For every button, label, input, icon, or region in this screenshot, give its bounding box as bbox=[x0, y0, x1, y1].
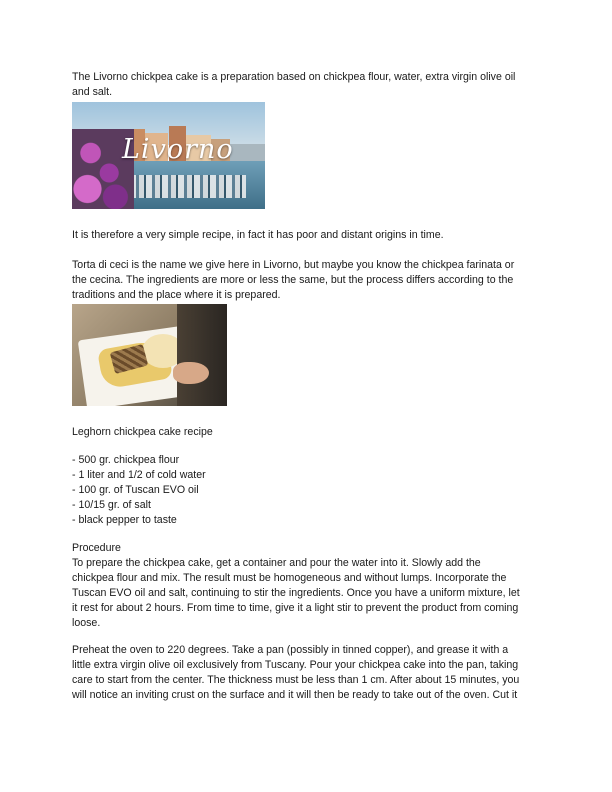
text-line: the cecina. The ingredients are more or less the same, but the process differs according to the bbox=[72, 274, 514, 286]
text-line: care to start from the center. The thickness must be less than 1 cm. After about 15 minutes, you bbox=[72, 674, 520, 686]
text-line: loose. bbox=[72, 617, 101, 629]
text-line: Tuscan EVO oil and salt, continuing to stir the ingredients. Once you have a uniform mixture, let bbox=[72, 587, 520, 599]
list-item: - 1 liter and 1/2 of cold water bbox=[72, 469, 206, 481]
text-line: The Livorno chickpea cake is a preparation based on chickpea flour, water, extra virgin olive oil bbox=[72, 71, 516, 83]
text-line: traditions and the place where it is prepared. bbox=[72, 289, 281, 301]
chickpea-cake-photo bbox=[72, 304, 227, 406]
procedure-section bbox=[72, 541, 540, 631]
recipe-title-text: Leghorn chickpea cake recipe bbox=[72, 426, 213, 438]
intro-paragraph bbox=[72, 70, 540, 100]
list-item: - black pepper to taste bbox=[72, 514, 177, 526]
recipe-title bbox=[72, 425, 540, 440]
list-item: - 10/15 gr. of salt bbox=[72, 499, 151, 511]
text-line: little extra virgin olive oil exclusively from Tuscany. Pour your chickpea cake into the pan, taking bbox=[72, 659, 519, 671]
ingredients-list bbox=[72, 453, 540, 528]
procedure-title: Procedure bbox=[72, 542, 121, 554]
simple-paragraph bbox=[72, 228, 540, 243]
text-line: and salt. bbox=[72, 86, 113, 98]
livorno-caption: Livorno bbox=[122, 134, 234, 165]
preheat-paragraph bbox=[72, 643, 540, 703]
torta-paragraph bbox=[72, 258, 540, 303]
text-line: chickpea flour and mix. The result must be homogeneous and without lumps. Incorporate the bbox=[72, 572, 507, 584]
text-line: Preheat the oven to 220 degrees. Take a pan (possibly in tinned copper), and grease it with a bbox=[72, 644, 509, 656]
livorno-harbor-photo bbox=[72, 102, 265, 209]
text-line: it rest for about 2 hours. From time to time, give it a light stir to prevent the product from coming bbox=[72, 602, 519, 614]
list-item: - 500 gr. chickpea flour bbox=[72, 454, 180, 466]
text-line: Torta di ceci is the name we give here in Livorno, but maybe you know the chickpea farinata or bbox=[72, 259, 515, 271]
text-line: will notice an inviting crust on the surface and it will then be ready to take out of the oven. Cut it bbox=[72, 689, 518, 701]
text-line: It is therefore a very simple recipe, in fact it has poor and distant origins in time. bbox=[72, 229, 444, 241]
text-line: To prepare the chickpea cake, get a container and pour the water into it. Slowly add the bbox=[72, 557, 481, 569]
list-item: - 100 gr. of Tuscan EVO oil bbox=[72, 484, 199, 496]
